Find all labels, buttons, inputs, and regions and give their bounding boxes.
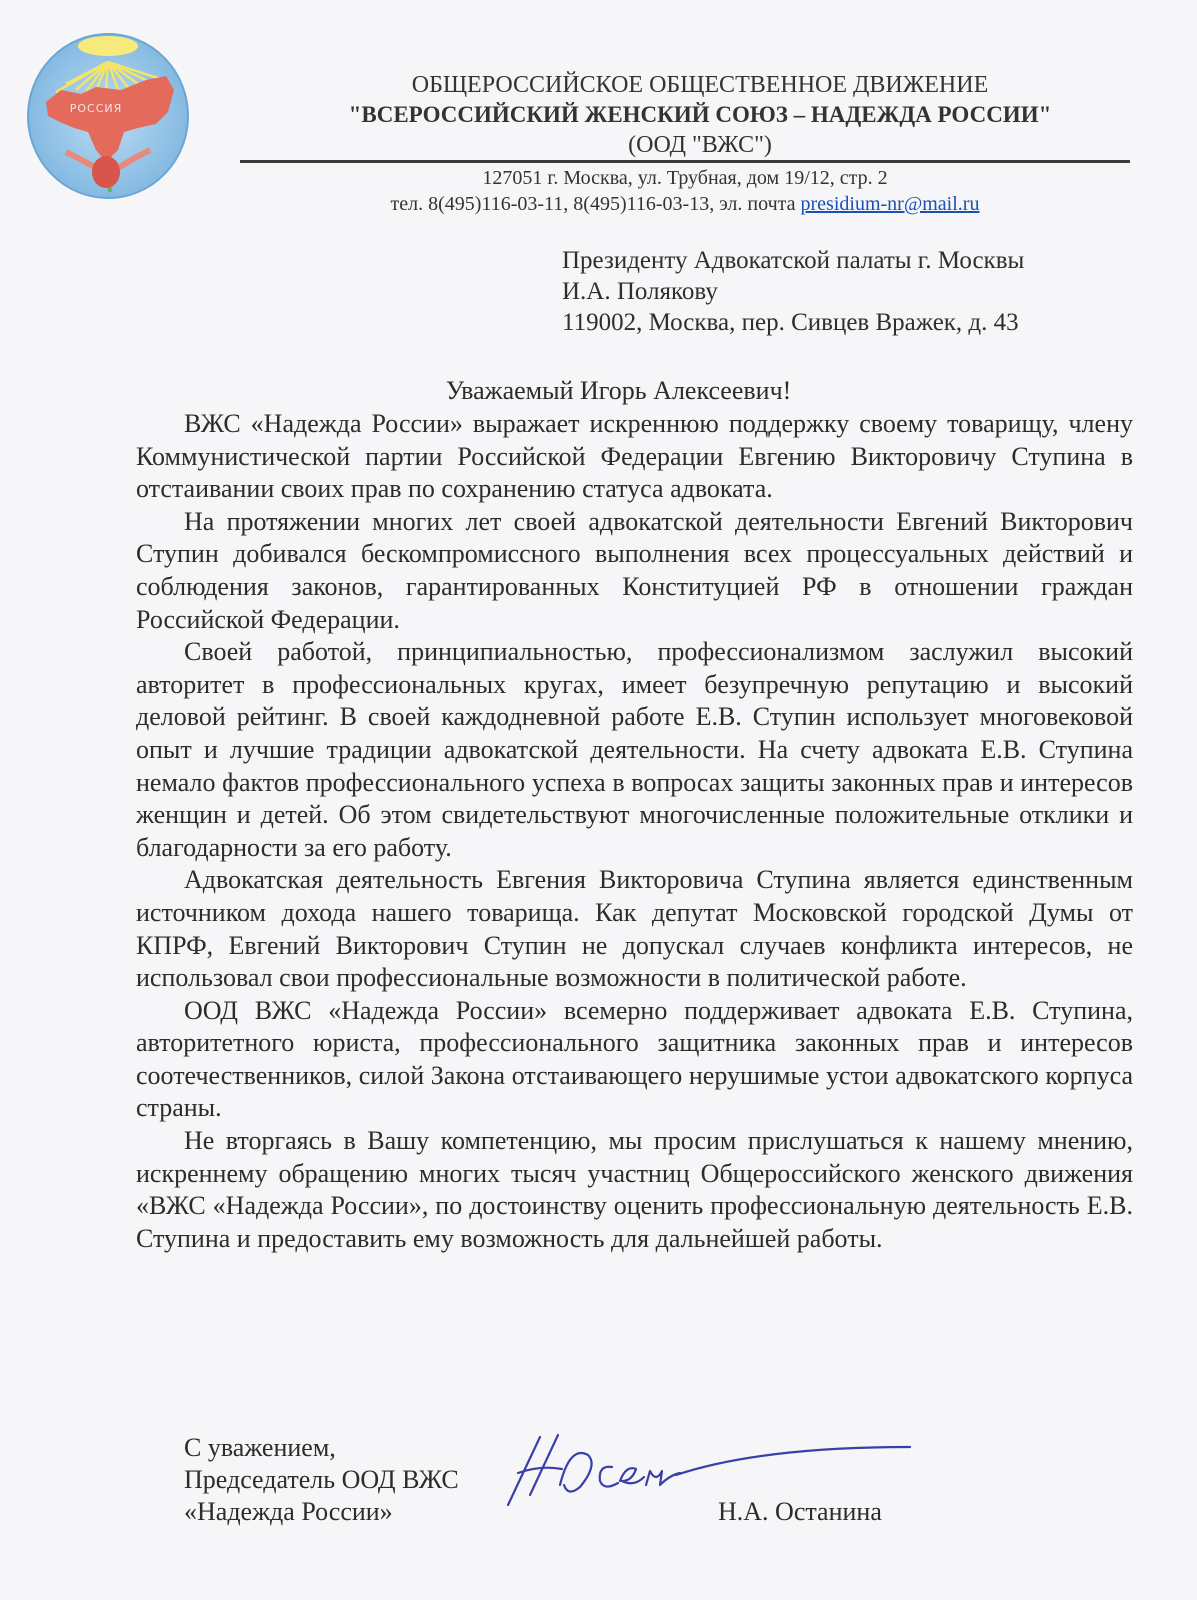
org-address: 127051 г. Москва, ул. Трубная, дом 19/12, стр. 2 [482,167,888,189]
organization-logo [26,32,190,200]
letter-body [136,408,1133,1255]
addressee-address: 119002, Москва, пер. Сивцев Вражек, д. 43 [562,309,1019,336]
body-paragraph: Не вторгаясь в Вашу компетенцию, мы просим прислушаться к нашему мнению, искреннему обращению многих тысяч участниц Общероссийского женского движения «ВЖС «Надежда России», по достоинству оценить профессиональную деятельность Е.В. Ступина и предоставить ему возможность для дальнейшей работы. [136,1126,1133,1253]
body-paragraph: На протяжении многих лет своей адвокатской деятельности Евгений Викторович Ступин добивался бескомпромиссного выполнения всех процессуальных действий и соблюдения законов, гарантированных Конституцией РФ в отношении граждан Российской Федерации. [136,506,1133,634]
signer-name: Н.А. Останина [718,1497,882,1526]
email-link[interactable]: presidium-nr@mail.ru [800,193,980,215]
header-divider [240,160,1130,163]
body-paragraph: Адвокатская деятельность Евгения Викторовича Ступина является единственным источником дохода нашего товарища. Как депутат Московской городской Думы от КПРФ, Евгений Викторович Ступин не допускал случаев конфликта интересов, не использовал свои профессиональные возможности в политической работе. [136,865,1133,993]
body-paragraph: ВЖС «Надежда России» выражает искреннюю поддержку своему товарищу, члену Коммунистической партии Российской Федерации Евгению Викторовичу Ступина в отстаивании своих прав по сохранению статуса адвоката. [136,409,1133,504]
body-paragraph: Своей работой, принципиальностью, профессионализмом заслужил высокий авторитет в профессиональных кругах, имеет безупречную репутацию и высокий деловой рейтинг. В своей каждодневной работе Е.В. Ступин использует многовековой опыт и лучшие традиции адвокатской деятельности. На счету адвоката Е.В. Ступина немало фактов профессионального успеха в вопросах защиты законных прав и интересов женщин и детей. Об этом свидетельствуют многочисленные положительные отклики и благодарности за его работу. [136,637,1133,862]
addressee-name: И.А. Полякову [562,278,718,305]
closing-block [184,1432,459,1528]
org-name-line1: ОБЩЕРОССИЙСКОЕ ОБЩЕСТВЕННОЕ ДВИЖЕНИЕ [411,72,989,98]
addressee-block [562,245,1024,338]
org-name-line2: "ВСЕРОССИЙСКИЙ ЖЕНСКИЙ СОЮЗ – НАДЕЖДА РОССИИ" [348,102,1052,127]
org-phone-email-line [240,191,1130,217]
closing-regards: С уважением, [184,1433,336,1462]
org-name-abbreviation: (ООД "ВЖС") [628,132,772,158]
addressee-title: Президенту Адвокатской палаты г. Москвы [562,247,1025,274]
body-paragraph: ООД ВЖС «Надежда России» всемерно поддерживает адвоката Е.В. Ступина, авторитетного юриста, профессионального защитника законных прав и интересов соотечественников, силой Закона отстаивающего нерушимые устои адвокатского корпуса страны. [136,995,1133,1123]
salutation: Уважаемый Игорь Алексеевич! [445,376,792,405]
signer-position: Председатель ООД ВЖС [184,1465,459,1494]
organization-header [240,70,1120,160]
logo-caption: РОССИЯ [69,102,123,115]
signer-organization: «Надежда России» [184,1497,393,1526]
contact-info [240,165,1130,217]
org-phones: тел. 8(495)116-03-11, 8(495)116-03-13, эл. почта [390,193,801,215]
